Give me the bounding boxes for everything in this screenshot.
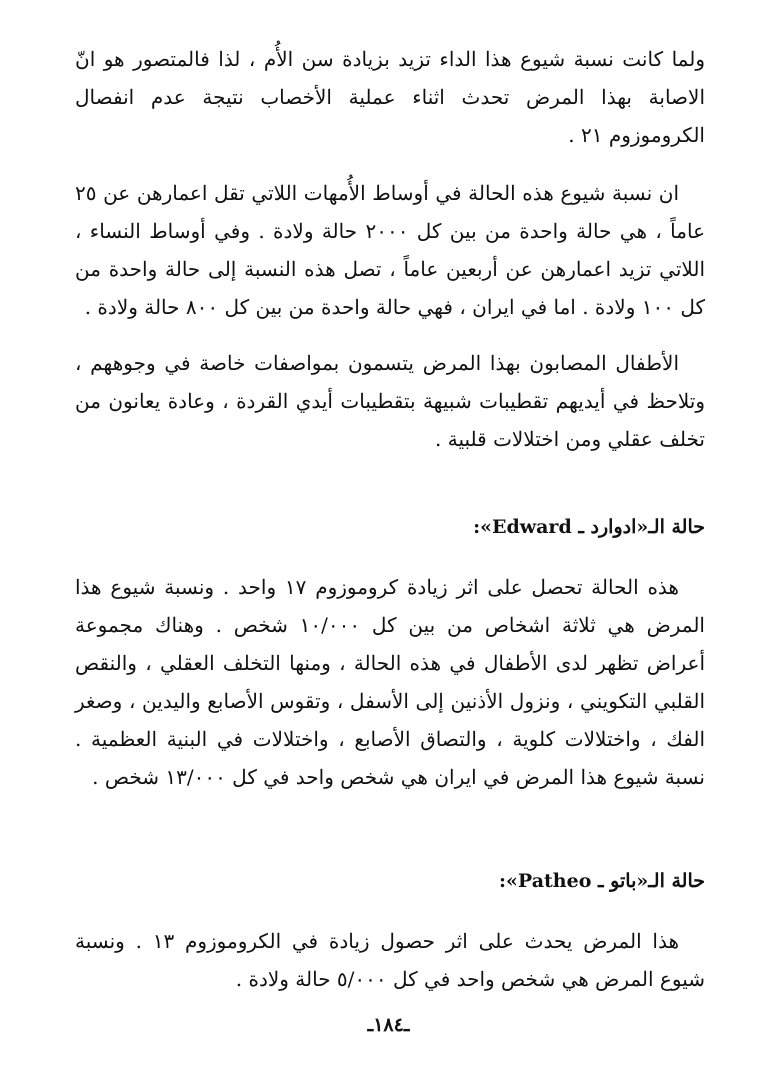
heading-patau-syndrome: حالة الـ«باتو ـ Patheo»: — [499, 870, 705, 892]
paragraph-symptoms: الأطفال المصابون بهذا المرض يتسمون بمواصفات خاصة في وجوههم ، وتلاحظ في أيديهم تقطيبات شبيهة بتقطيبات أيدي القردة ، وعادة يعانون من تخلف عقلي ومن اختلالات قلبية . — [75, 351, 705, 451]
paragraph-patau-description: هذا المرض يحدث على اثر حصول زيادة في الكروموزوم ١٣ . ونسبة شيوع المرض هي شخص واحد في كل ٥/٠٠٠ حالة ولادة . — [75, 929, 705, 991]
paragraph-maternal-age-cause: ولما كانت نسبة شيوع هذا الداء تزيد بزيادة سن الأُم ، لذا فالمتصور هو انّ الاصابة بهذا المرض تحدث اثناء عملية الأخصاب نتيجة عدم انفصال الكروموزوم ٢١ . — [75, 47, 705, 147]
paragraph-edward-description: هذه الحالة تحصل على اثر زيادة كروموزوم ١٧ واحد . ونسبة شيوع هذا المرض هي ثلاثة اشخاص من بين كل ١٠/٠٠٠ شخص . وهناك مجموعة أعراض تظهر لدى الأطفال في هذه الحالة ، ومنها التخلف العقلي ، والنقص القلبي التكويني ، ونزول الأذنين إلى الأسفل ، وتقوس الأصابع واليدين ، وصغر الفك ، واختلالات كلوية ، والتصاق الأصابع ، واختلالات في البنية العظمية . نسبة شيوع هذا المرض في ايران هي شخص واحد في كل ١٣/٠٠٠ شخص . — [75, 575, 705, 789]
paragraph-prevalence: ان نسبة شيوع هذه الحالة في أوساط الأُمهات اللاتي تقل اعمارهن عن ٢٥ عاماً ، هي حالة واحدة من بين كل ٢٠٠٠ حالة ولادة . وفي أوساط النساء ، اللاتي تزيد اعمارهن عن أربعين عاماً ، تصل هذه النسبة إلى حالة واحدة من كل ١٠٠ ولادة . اما في ايران ، فهي حالة واحدة من بين كل ٨٠٠ حالة ولادة . — [75, 181, 706, 319]
heading-edward-syndrome: حالة الـ«ادوارد ـ Edward»: — [473, 516, 705, 538]
page-number: ـ١٨٤ـ — [367, 1014, 410, 1036]
